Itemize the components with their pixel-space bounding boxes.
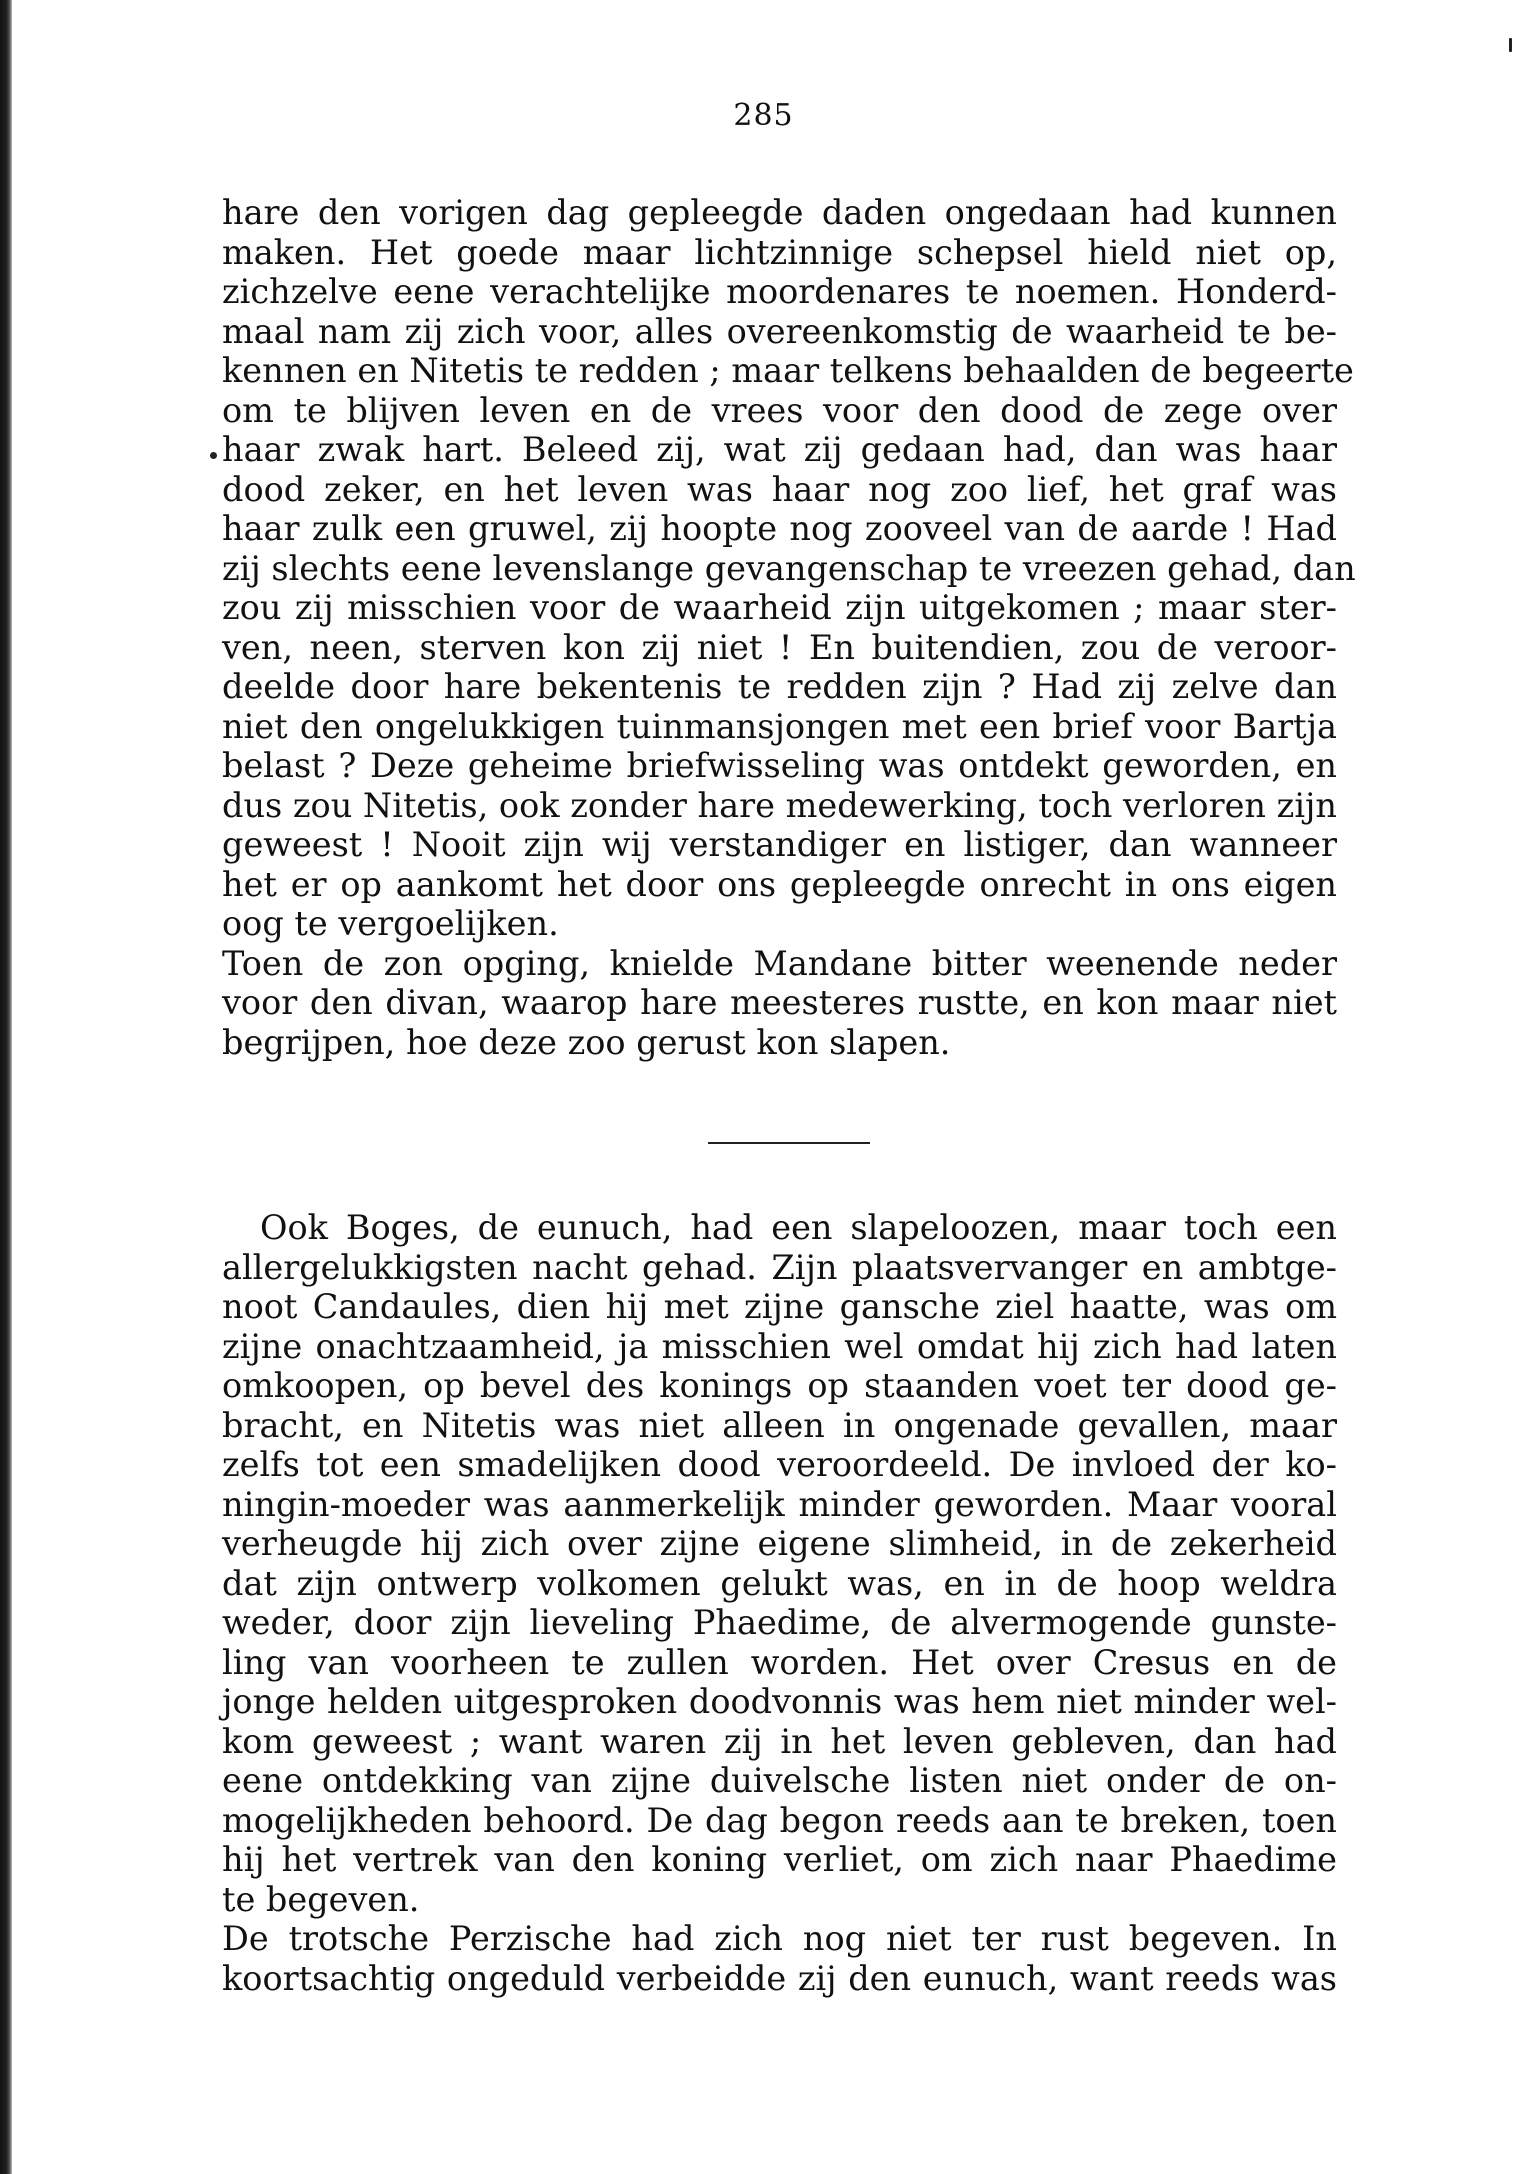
text-line: zou zij misschien voor de waarheid zijn uitgekomen ; maar ster- <box>222 588 1337 627</box>
text-line: verheugde hij zich over zijne eigene slimheid, in de zekerheid <box>222 1524 1337 1563</box>
text-line: eene ontdekking van zijne duivelsche listen niet onder de on- <box>222 1761 1337 1800</box>
text-line: haar zulk een gruwel, zij hoopte nog zooveel van de aarde ! Had <box>222 509 1337 548</box>
text-line: kennen en Nitetis te redden ; maar telkens behaalden de begeerte <box>222 351 1354 390</box>
text-line: haar zwak hart. Beleed zij, wat zij gedaan had, dan was haar <box>222 430 1337 469</box>
text-line: maal nam zij zich voor, alles overeenkomstig de waarheid te be- <box>222 311 1337 351</box>
text-line: zelfs tot een smadelijken dood veroordeeld. De invloed der ko- <box>222 1445 1337 1484</box>
text-line: deelde door hare bekentenis te redden zijn ? Had zij zelve dan <box>222 667 1337 706</box>
text-line: zichzelve eene verachtelijke moordenares te noemen. Honderd- <box>222 272 1337 311</box>
paragraph <box>222 193 1356 944</box>
text-line: dat zijn ontwerp volkomen gelukt was, en in de hoop weldra <box>222 1563 1337 1603</box>
paragraph <box>222 1919 1337 1998</box>
text-line: hij het vertrek van den koning verliet, om zich naar Phaedime <box>222 1840 1337 1879</box>
text-line: oog te vergoelijken. <box>222 904 559 943</box>
text-line: om te blijven leven en de vrees voor den dood de zege over <box>222 390 1337 430</box>
scan-speck <box>210 452 217 459</box>
text-line: noot Candaules, dien hij met zijne gansche ziel haatte, was om <box>222 1287 1337 1326</box>
text-line: omkoopen, op bevel des konings op staanden voet ter dood ge- <box>222 1366 1337 1405</box>
text-line: koortsachtig ongeduld verbeidde zij den eunuch, want reeds was <box>222 1958 1337 1998</box>
text-line: ningin-moeder was aanmerkelijk minder geworden. Maar vooral <box>222 1484 1337 1524</box>
text-line: weder, door zijn lieveling Phaedime, de alvermogende gunste- <box>222 1603 1337 1642</box>
text-line: Ook Boges, de eunuch, had een slapeloozen, maar toch een <box>260 1208 1337 1247</box>
text-line: Toen de zon opging, knielde Mandane bitter weenende neder <box>222 943 1337 983</box>
text-line: jonge helden uitgesproken doodvonnis was hem niet minder wel- <box>222 1682 1337 1721</box>
text-line: belast ? Deze geheime briefwisseling was ontdekt geworden, en <box>222 746 1337 785</box>
section-divider <box>708 1142 870 1144</box>
text-line: ven, neen, sterven kon zij niet ! En buitendien, zou de veroor- <box>222 627 1337 667</box>
text-line: De trotsche Perzische had zich nog niet ter rust begeven. In <box>222 1919 1337 1958</box>
text-line: te begeven. <box>222 1879 420 1919</box>
text-line: maken. Het goede maar lichtzinnige schepsel hield niet op, <box>222 232 1337 272</box>
binding-edge <box>0 0 12 2174</box>
text-line: allergelukkigsten nacht gehad. Zijn plaatsvervanger en ambtge- <box>222 1247 1337 1287</box>
page-number: 285 <box>733 98 794 133</box>
text-line: begrijpen, hoe deze zoo gerust kon slapen. <box>222 1022 951 1062</box>
text-line: zijne onachtzaamheid, ja misschien wel omdat hij zich had laten <box>222 1326 1337 1366</box>
scan-speck <box>1509 38 1512 52</box>
text-section-bottom <box>222 1208 1337 1998</box>
text-line: voor den divan, waarop hare meesteres rustte, en kon maar niet <box>222 983 1337 1022</box>
text-line: het er op aankomt het door ons gepleegde onrecht in ons eigen <box>222 864 1337 904</box>
text-line: mogelijkheden behoord. De dag begon reeds aan te breken, toen <box>222 1800 1337 1840</box>
text-line: geweest ! Nooit zijn wij verstandiger en listiger, dan wanneer <box>222 825 1337 864</box>
text-line: niet den ongelukkigen tuinmansjongen met een brief voor Bartja <box>222 706 1337 746</box>
paragraph <box>222 1208 1337 1919</box>
text-line: bracht, en Nitetis was niet alleen in ongenade gevallen, maar <box>222 1405 1337 1445</box>
text-line: zij slechts eene levenslange gevangenschap te vreezen gehad, dan <box>222 548 1356 588</box>
text-line: kom geweest ; want waren zij in het leven gebleven, dan had <box>222 1721 1337 1761</box>
text-line: dus zou Nitetis, ook zonder hare medewerking, toch verloren zijn <box>222 785 1337 825</box>
text-section-top <box>222 193 1356 1062</box>
paragraph <box>222 944 1337 1063</box>
text-line: dood zeker, en het leven was haar nog zoo lief, het graf was <box>222 469 1337 509</box>
text-line: hare den vorigen dag gepleegde daden ongedaan had kunnen <box>222 193 1337 232</box>
text-line: ling van voorheen te zullen worden. Het over Cresus en de <box>222 1642 1337 1682</box>
